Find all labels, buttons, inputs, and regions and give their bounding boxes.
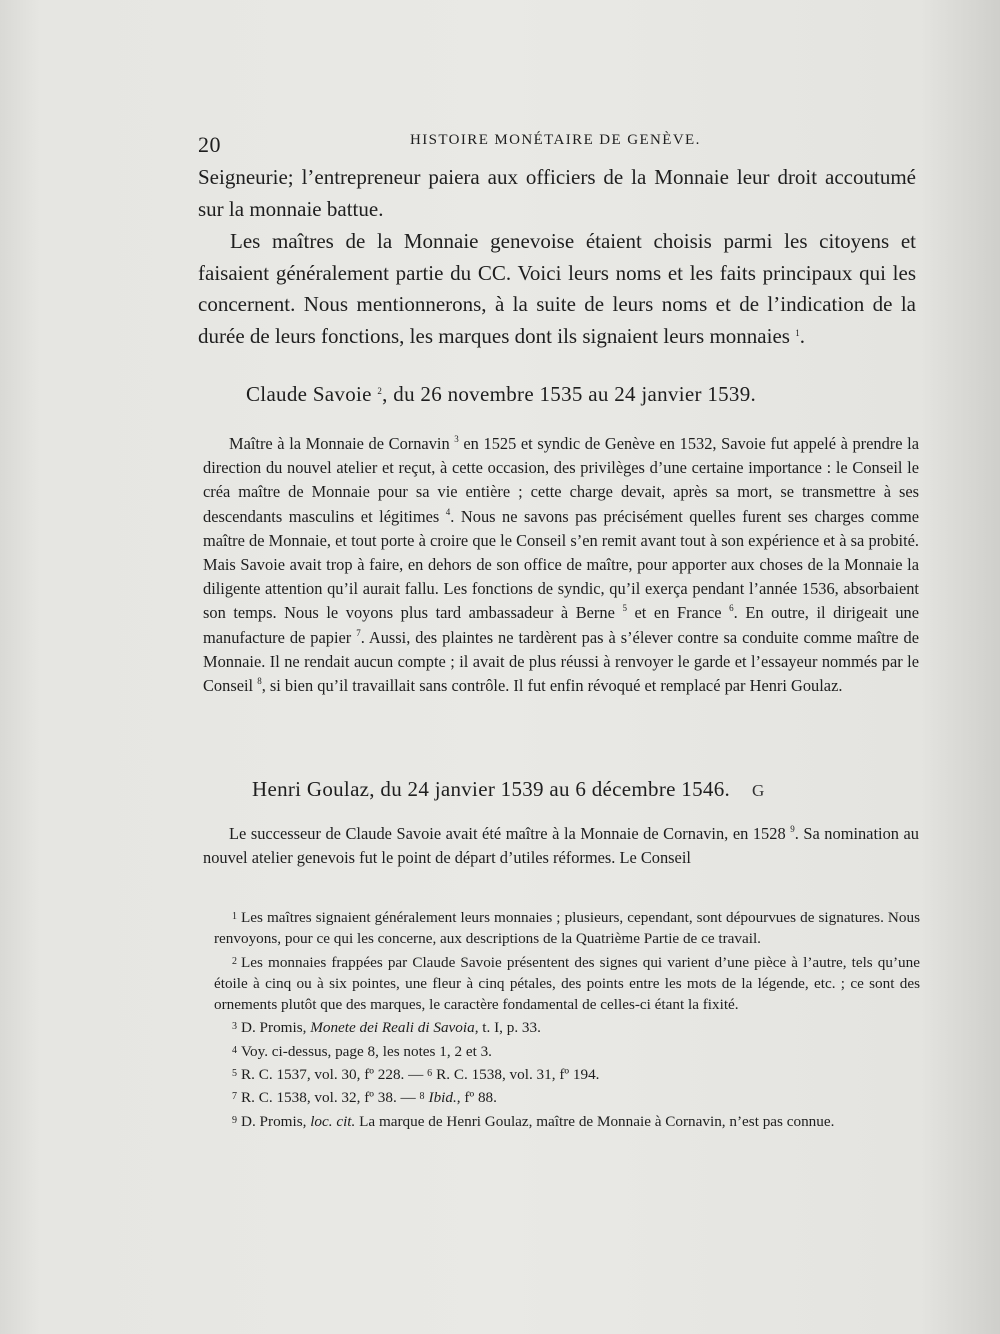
footnote-ibid: Ibid. xyxy=(428,1089,457,1107)
footnote-number: 8 xyxy=(419,1091,425,1103)
footnote-3 xyxy=(214,1016,920,1038)
footnote-text: D. Promis, xyxy=(241,1019,311,1037)
paragraph-claude-savoie xyxy=(203,432,919,698)
footnote-ref-3: 3 xyxy=(454,434,459,444)
footnote-ref-1: 1 xyxy=(795,328,800,339)
footnote-number: 2 xyxy=(232,955,237,967)
footnote-number: 3 xyxy=(232,1021,237,1033)
footnote-text: , fº 88. xyxy=(456,1089,497,1107)
footnote-ref-4: 4 xyxy=(445,506,451,517)
text-segment: . En outre, il dirigeait une manufacture de papier xyxy=(203,603,919,647)
footnote-text: R. C. 1538, vol. 32, fº 38. — xyxy=(241,1089,420,1107)
text-segment: . Aussi, des plaintes ne tardèrent pas à s’élever contre sa conduite comme maître de Monnaie. Il ne rendait aucun compte ; il avait de plus réussi à renvoyer le garde et l’essayeur nommés par le Conseil xyxy=(203,627,919,696)
page-header xyxy=(198,128,900,156)
text-segment: et en France xyxy=(626,603,722,623)
heading-claude-savoie-dates: , du 26 novembre 1535 au 24 janvier 1539. xyxy=(382,382,757,406)
footnote-9 xyxy=(214,1110,920,1132)
footnote-text: Les monnaies frappées par Claude Savoie présentent des signes qui varient d’une pièce à l’autre, tels qu’une étoile à cinq ou à six pointes, une fleur à cinq pétales, des points entre les mots de la légende, etc. ; ce sont des ornements plutôt que des marques, le caractère fondamental de celles-ci étant la fixité. xyxy=(214,953,920,1014)
footnote-text: , t. I, p. 33. xyxy=(474,1019,541,1037)
paragraph-maitres-end: . xyxy=(799,324,805,349)
footnote-text: D. Promis, xyxy=(241,1112,311,1130)
footnote-text: La marque de Henri Goulaz, maître de Monnaie à Cornavin, n’est pas connue. xyxy=(355,1112,835,1130)
footnote-ref-5: 5 xyxy=(622,603,627,614)
heading-henri-goulaz-text: Henri Goulaz, du 24 janvier 1539 au 6 décembre 1546. xyxy=(252,777,731,801)
footnote-text: R. C. 1537, vol. 30, fº 228. — xyxy=(241,1066,428,1084)
footnote-ref-8: 8 xyxy=(257,676,262,687)
footnote-5-6 xyxy=(214,1063,920,1085)
text-segment: . Sa nomination au nouvel atelier genevois fut le point de départ d’utiles réformes. Le Conseil xyxy=(203,824,919,868)
footnotes xyxy=(214,906,920,1133)
footnote-ref-2: 2 xyxy=(377,386,383,396)
footnote-text: R. C. 1538, vol. 31, fº 194. xyxy=(436,1066,600,1084)
heading-henri-goulaz xyxy=(252,777,765,802)
mint-mark: G xyxy=(752,781,765,800)
footnote-text: Voy. ci-dessus, page 8, les notes 1, 2 et 3. xyxy=(241,1042,492,1060)
footnote-number: 6 xyxy=(427,1068,433,1080)
footnote-1 xyxy=(214,906,920,950)
footnote-number: 5 xyxy=(232,1068,237,1080)
text-segment: en 1525 et syndic de Genève en 1532, Savoie fut appelé à prendre la direction du nouvel atelier et reçut, à cette occasion, des privilèges d’une certaine importance : le Conseil le créa maître de Monnaie pour sa vie entière ; cette charge devait, après sa mort, se transmettre à ses descendants masculins et légitimes xyxy=(203,434,919,526)
footnote-number: 9 xyxy=(232,1114,237,1126)
text-segment: Maître à la Monnaie de Cornavin xyxy=(229,434,450,453)
paragraph-maitres-text: Les maîtres de la Monnaie genevoise étaient choisis parmi les citoyens et faisaient généralement partie du CC. Voici leurs noms et les faits principaux qui les concernent. Nous mentionnerons, à la suite de leurs noms et de l’indication de la durée de leurs fonctions, les marques dont ils signaient leurs monnaies xyxy=(198,229,916,349)
footnote-ref-6: 6 xyxy=(729,603,734,614)
running-title: HISTOIRE MONÉTAIRE DE GENÈVE. xyxy=(410,132,701,148)
footnote-2 xyxy=(214,951,920,1016)
footnote-number: 1 xyxy=(232,911,237,922)
page-number: 20 xyxy=(198,132,221,157)
footnote-book-title: Monete dei Reali di Savoia xyxy=(310,1019,475,1037)
footnote-number: 7 xyxy=(232,1091,237,1103)
footnote-4 xyxy=(214,1040,920,1062)
heading-claude-savoie xyxy=(246,382,756,407)
text-segment: . Nous ne savons pas précisément quelles furent ses charges comme maître de Monnaie, et tout porte à croire que le Conseil s’en remit avant tout à son expérience et à sa probité. Mais Savoie avait trop à faire, en dehors de son office de maître, pour apporter aux choses de la Monnaie la diligente attention qu’il aurait fallu. Les fonctions de syndic, qu’il exerça pendant l’année 1536, absorbaient son temps. Nous le voyons plus tard ambassadeur à Berne xyxy=(203,506,919,623)
footnote-number: 4 xyxy=(232,1044,237,1056)
footnote-7-8 xyxy=(214,1086,920,1108)
paragraph-maitres xyxy=(198,226,916,353)
text-segment: , si bien qu’il travaillait sans contrôle. Il fut enfin révoqué et remplacé par Henri Goulaz. xyxy=(261,676,843,696)
paragraph-henri-goulaz xyxy=(203,822,919,870)
paragraph-seigneurie: Seigneurie; l’entrepreneur paiera aux officiers de la Monnaie leur droit accoutumé sur la monnaie battue. xyxy=(198,165,916,221)
footnote-text: Les maîtres signaient généralement leurs monnaies ; plusieurs, cependant, sont dépourvues de signatures. Nous renvoyons, pour ce qui les concerne, aux descriptions de la Quatrième Partie de ce travail. xyxy=(214,909,920,948)
footnote-loc-cit: loc. cit. xyxy=(310,1112,356,1130)
footnote-ref-7: 7 xyxy=(356,627,361,638)
heading-claude-savoie-name: Claude Savoie xyxy=(246,382,372,406)
footnote-ref-9: 9 xyxy=(790,824,795,834)
text-segment: Le successeur de Claude Savoie avait été maître à la Monnaie de Cornavin, en 1528 xyxy=(229,824,786,843)
